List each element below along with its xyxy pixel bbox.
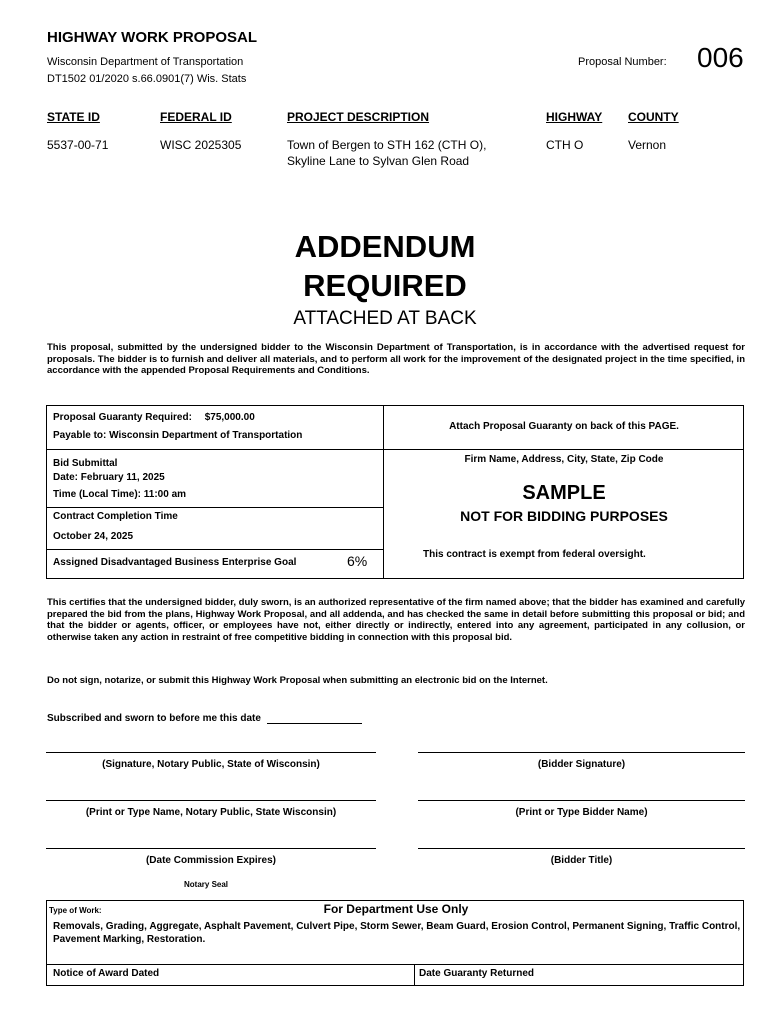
bidder-print-label: (Print or Type Bidder Name): [515, 807, 648, 818]
attached-at-back: ATTACHED AT BACK: [293, 308, 477, 329]
notice-award-label: Notice of Award Dated: [53, 968, 160, 979]
proposal-number-label: Proposal Number:: [578, 56, 667, 68]
federal-id-value: WISC 2025305: [160, 138, 242, 152]
notary-print-label: (Print or Type Name, Notary Public, State Wisconsin): [85, 807, 337, 818]
description-line-1: Town of Bergen to STH 162 (CTH O),: [287, 138, 487, 152]
intro-paragraph: This proposal, submitted by the undersigned bidder to the Wisconsin Department of Transportation, is in accordance with the advertised request for proposals. The bidder is to furnish and deliver all materials, and to perform all work for the improvement of the designated project in the time specified, in accordance with the appended Proposal Requirements and Conditions.: [47, 342, 745, 376]
state-id-header: STATE ID: [47, 110, 100, 124]
bidder-title-label: (Bidder Title): [550, 855, 613, 866]
bidder-signature-label: (Bidder Signature): [537, 759, 626, 770]
bidder-title-line[interactable]: [418, 848, 745, 849]
federal-oversight-note: This contract is exempt from federal oversight.: [423, 549, 646, 560]
subscribed-date-blank[interactable]: [267, 723, 362, 724]
required-title: REQUIRED: [303, 268, 467, 303]
project-description-value: [287, 137, 486, 169]
guaranty-amount: $75,000.00: [204, 412, 255, 423]
department-name: Wisconsin Department of Transportation: [47, 56, 244, 68]
guaranty-returned-label: Date Guaranty Returned: [419, 968, 535, 979]
notary-signature-line[interactable]: [46, 752, 376, 753]
proposal-number: 006: [697, 42, 744, 73]
state-id-value: 5537-00-71: [47, 138, 109, 152]
description-line-2: Skyline Lane to Sylvan Glen Road: [287, 154, 470, 168]
form-title: HIGHWAY WORK PROPOSAL: [47, 29, 258, 46]
sample-watermark: SAMPLE: [522, 482, 606, 504]
completion-label: Contract Completion Time: [53, 511, 178, 522]
project-description-header: PROJECT DESCRIPTION: [287, 110, 430, 124]
bidder-print-line[interactable]: [418, 800, 745, 801]
completion-date: October 24, 2025: [53, 531, 134, 542]
highway-value: CTH O: [546, 138, 584, 152]
do-not-sign-note: Do not sign, notarize, or submit this Highway Work Proposal when submitting an electronic bid on the Internet.: [47, 675, 548, 686]
bid-date: Date: February 11, 2025: [53, 472, 165, 483]
commission-line[interactable]: [46, 848, 376, 849]
dbe-goal-label: Assigned Disadvantaged Business Enterprise Goal: [53, 557, 297, 568]
proposal-info-box: [46, 405, 744, 579]
commission-label: (Date Commission Expires): [145, 855, 277, 866]
county-header: COUNTY: [628, 110, 679, 124]
payable-to: Payable to: Wisconsin Department of Transportation: [53, 430, 303, 441]
work-types: Removals, Grading, Aggregate, Asphalt Pavement, Culvert Pipe, Storm Sewer, Beam Guard, Erosion Control, Permanent Signing, Traffic Control, Pavement Marking, Restoration.: [53, 921, 741, 945]
type-of-work-label: Type of Work:: [49, 906, 102, 915]
department-use-box: [46, 900, 744, 986]
not-for-bidding: NOT FOR BIDDING PURPOSES: [460, 508, 668, 524]
certification-paragraph: This certifies that the undersigned bidder, duly sworn, is an authorized representative of the firm named above; that the bidder has examined and carefully prepared the bid from the plans, Highway Work Proposal, and all addenda, and has checked the same in detail before submitting this proposal or bid; and that the bidder or agents, officer, or employees have not, either directly or indirectly, entered into any agreement, participated in any collusion, or otherwise taken any action in restraint of free competitive bidding in connection with this proposal bid.: [47, 597, 745, 643]
notary-seal-label: Notary Seal: [184, 880, 229, 889]
notary-print-line[interactable]: [46, 800, 376, 801]
department-use-heading: For Department Use Only: [323, 902, 469, 916]
form-id: DT1502 01/2020 s.66.0901(7) Wis. Stats: [47, 73, 247, 85]
bidder-signature-line[interactable]: [418, 752, 745, 753]
bid-time: Time (Local Time): 11:00 am: [53, 489, 187, 500]
attach-guaranty-note: Attach Proposal Guaranty on back of this PAGE.: [449, 421, 679, 432]
dbe-goal-value: 6%: [347, 553, 368, 569]
highway-header: HIGHWAY: [546, 110, 603, 124]
guaranty-required: [53, 411, 255, 425]
subscribed-line: [47, 713, 362, 724]
notary-signature-label: (Signature, Notary Public, State of Wisconsin): [102, 759, 320, 770]
firm-info-label: Firm Name, Address, City, State, Zip Code: [464, 454, 664, 465]
county-value: Vernon: [628, 138, 667, 152]
federal-id-header: FEDERAL ID: [160, 110, 232, 124]
subscribed-label: Subscribed and sworn to before me this date: [47, 713, 261, 724]
bid-submittal-label: Bid Submittal: [53, 458, 118, 469]
addendum-title: ADDENDUM: [294, 229, 476, 264]
guaranty-label: Proposal Guaranty Required:: [53, 412, 192, 423]
